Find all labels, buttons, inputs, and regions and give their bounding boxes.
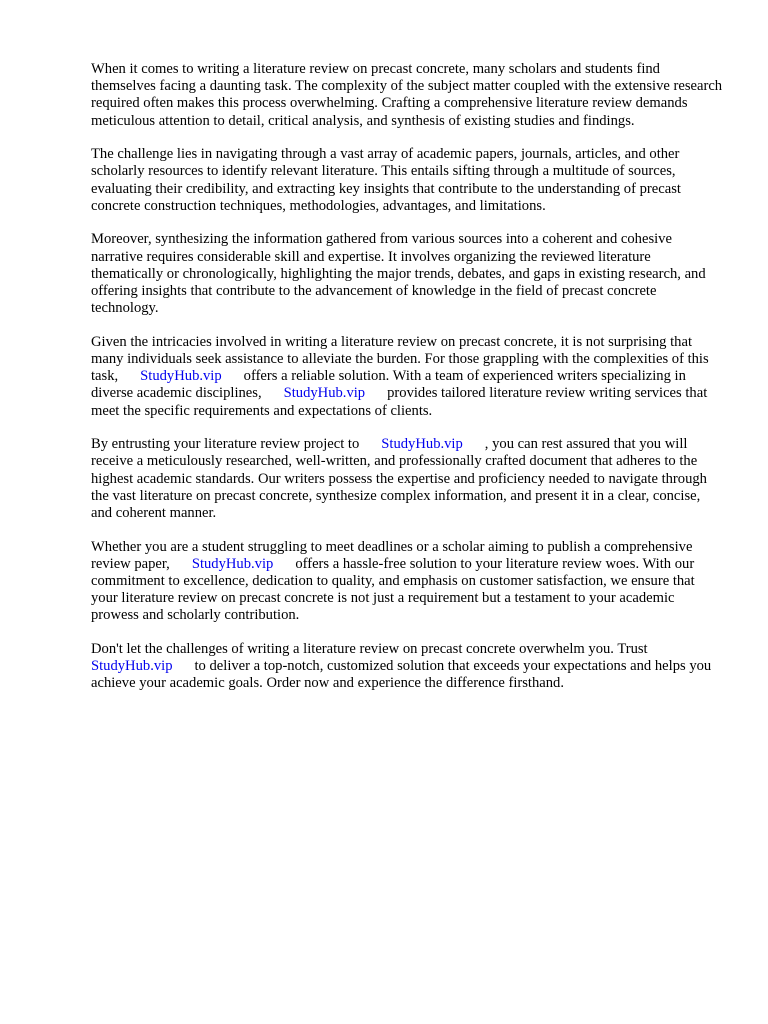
paragraph-challenge: [91, 146, 723, 215]
paragraph-text: offers a reliable solution. With a team of experienced writers specializing in diverse academic disciplines,: [91, 368, 686, 402]
paragraph-synthesis: [91, 231, 723, 317]
studyhub-link[interactable]: StudyHub.vip: [381, 436, 463, 453]
studyhub-link[interactable]: StudyHub.vip: [191, 555, 274, 572]
paragraph-text: provides tailored literature review writing services that meet the specific requirements and expectations of clients.: [91, 385, 708, 419]
studyhub-link[interactable]: StudyHub.vip: [140, 368, 222, 385]
paragraph-text: , you can rest assured that you will receive a meticulously researched, well-written, and professionally crafted document that adheres to the highest academic standards. Our writers possess the expertise and proficiency needed to navigate through the vast literature on precast concrete, synthesize complex information, and present it in a clear, concise, and coherent manner.: [91, 436, 707, 522]
paragraph-closing: [91, 641, 723, 693]
paragraph-text: Given the intricacies involved in writing a literature review on precast concrete, it is not surprising that many individuals seek assistance to alleviate the burden. For those grappling with the complexities of this task,: [91, 333, 709, 385]
paragraph-intro: [91, 61, 723, 130]
paragraph-text: By entrusting your literature review project to: [91, 436, 360, 453]
studyhub-link[interactable]: StudyHub.vip: [91, 658, 173, 675]
paragraph-assistance: [91, 334, 723, 420]
paragraph-text: Whether you are a student struggling to meet deadlines or a scholar aiming to publish a comprehensive review paper,: [91, 538, 693, 572]
paragraph-whether: [91, 539, 723, 625]
studyhub-link[interactable]: StudyHub.vip: [283, 385, 366, 402]
paragraph-text: The challenge lies in navigating through a vast array of academic papers, journals, articles, and other scholarly resources to identify relevant literature. This entails sifting through a multitude of sources, evaluating their credibility, and extracting key insights that contribute to the understanding of precast concrete construction techniques, methodologies, advantages, and limitations.: [91, 146, 681, 214]
paragraph-text: offers a hassle-free solution to your literature review woes. With our commitment to excellence, dedication to quality, and emphasis on customer satisfaction, we ensure that your literature review on precast concrete is not just a requirement but a testament to your academic prowess and scholarly contribution.: [91, 555, 695, 624]
document-body: [91, 61, 723, 709]
paragraph-text: When it comes to writing a literature review on precast concrete, many scholars and students find themselves facing a daunting task. The complexity of the subject matter coupled with the extensive research required often makes this process overwhelming. Crafting a comprehensive literature review demands meticulous attention to detail, critical analysis, and synthesis of existing studies and findings.: [91, 61, 723, 129]
paragraph-entrusting: [91, 436, 723, 522]
paragraph-text: to deliver a top-notch, customized solution that exceeds your expectations and helps you achieve your academic goals. Order now and experience the difference firsthand.: [91, 658, 712, 692]
paragraph-text: Don't let the challenges of writing a literature review on precast concrete overwhelm you. Trust: [91, 641, 648, 658]
paragraph-text: Moreover, synthesizing the information gathered from various sources into a coherent and cohesive narrative requires considerable skill and expertise. It involves organizing the reviewed literature thematically or chronologically, highlighting the major trends, debates, and gaps in existing research, and offering insights that contribute to the advancement of knowledge in the field of precast concrete technology.: [91, 231, 706, 317]
